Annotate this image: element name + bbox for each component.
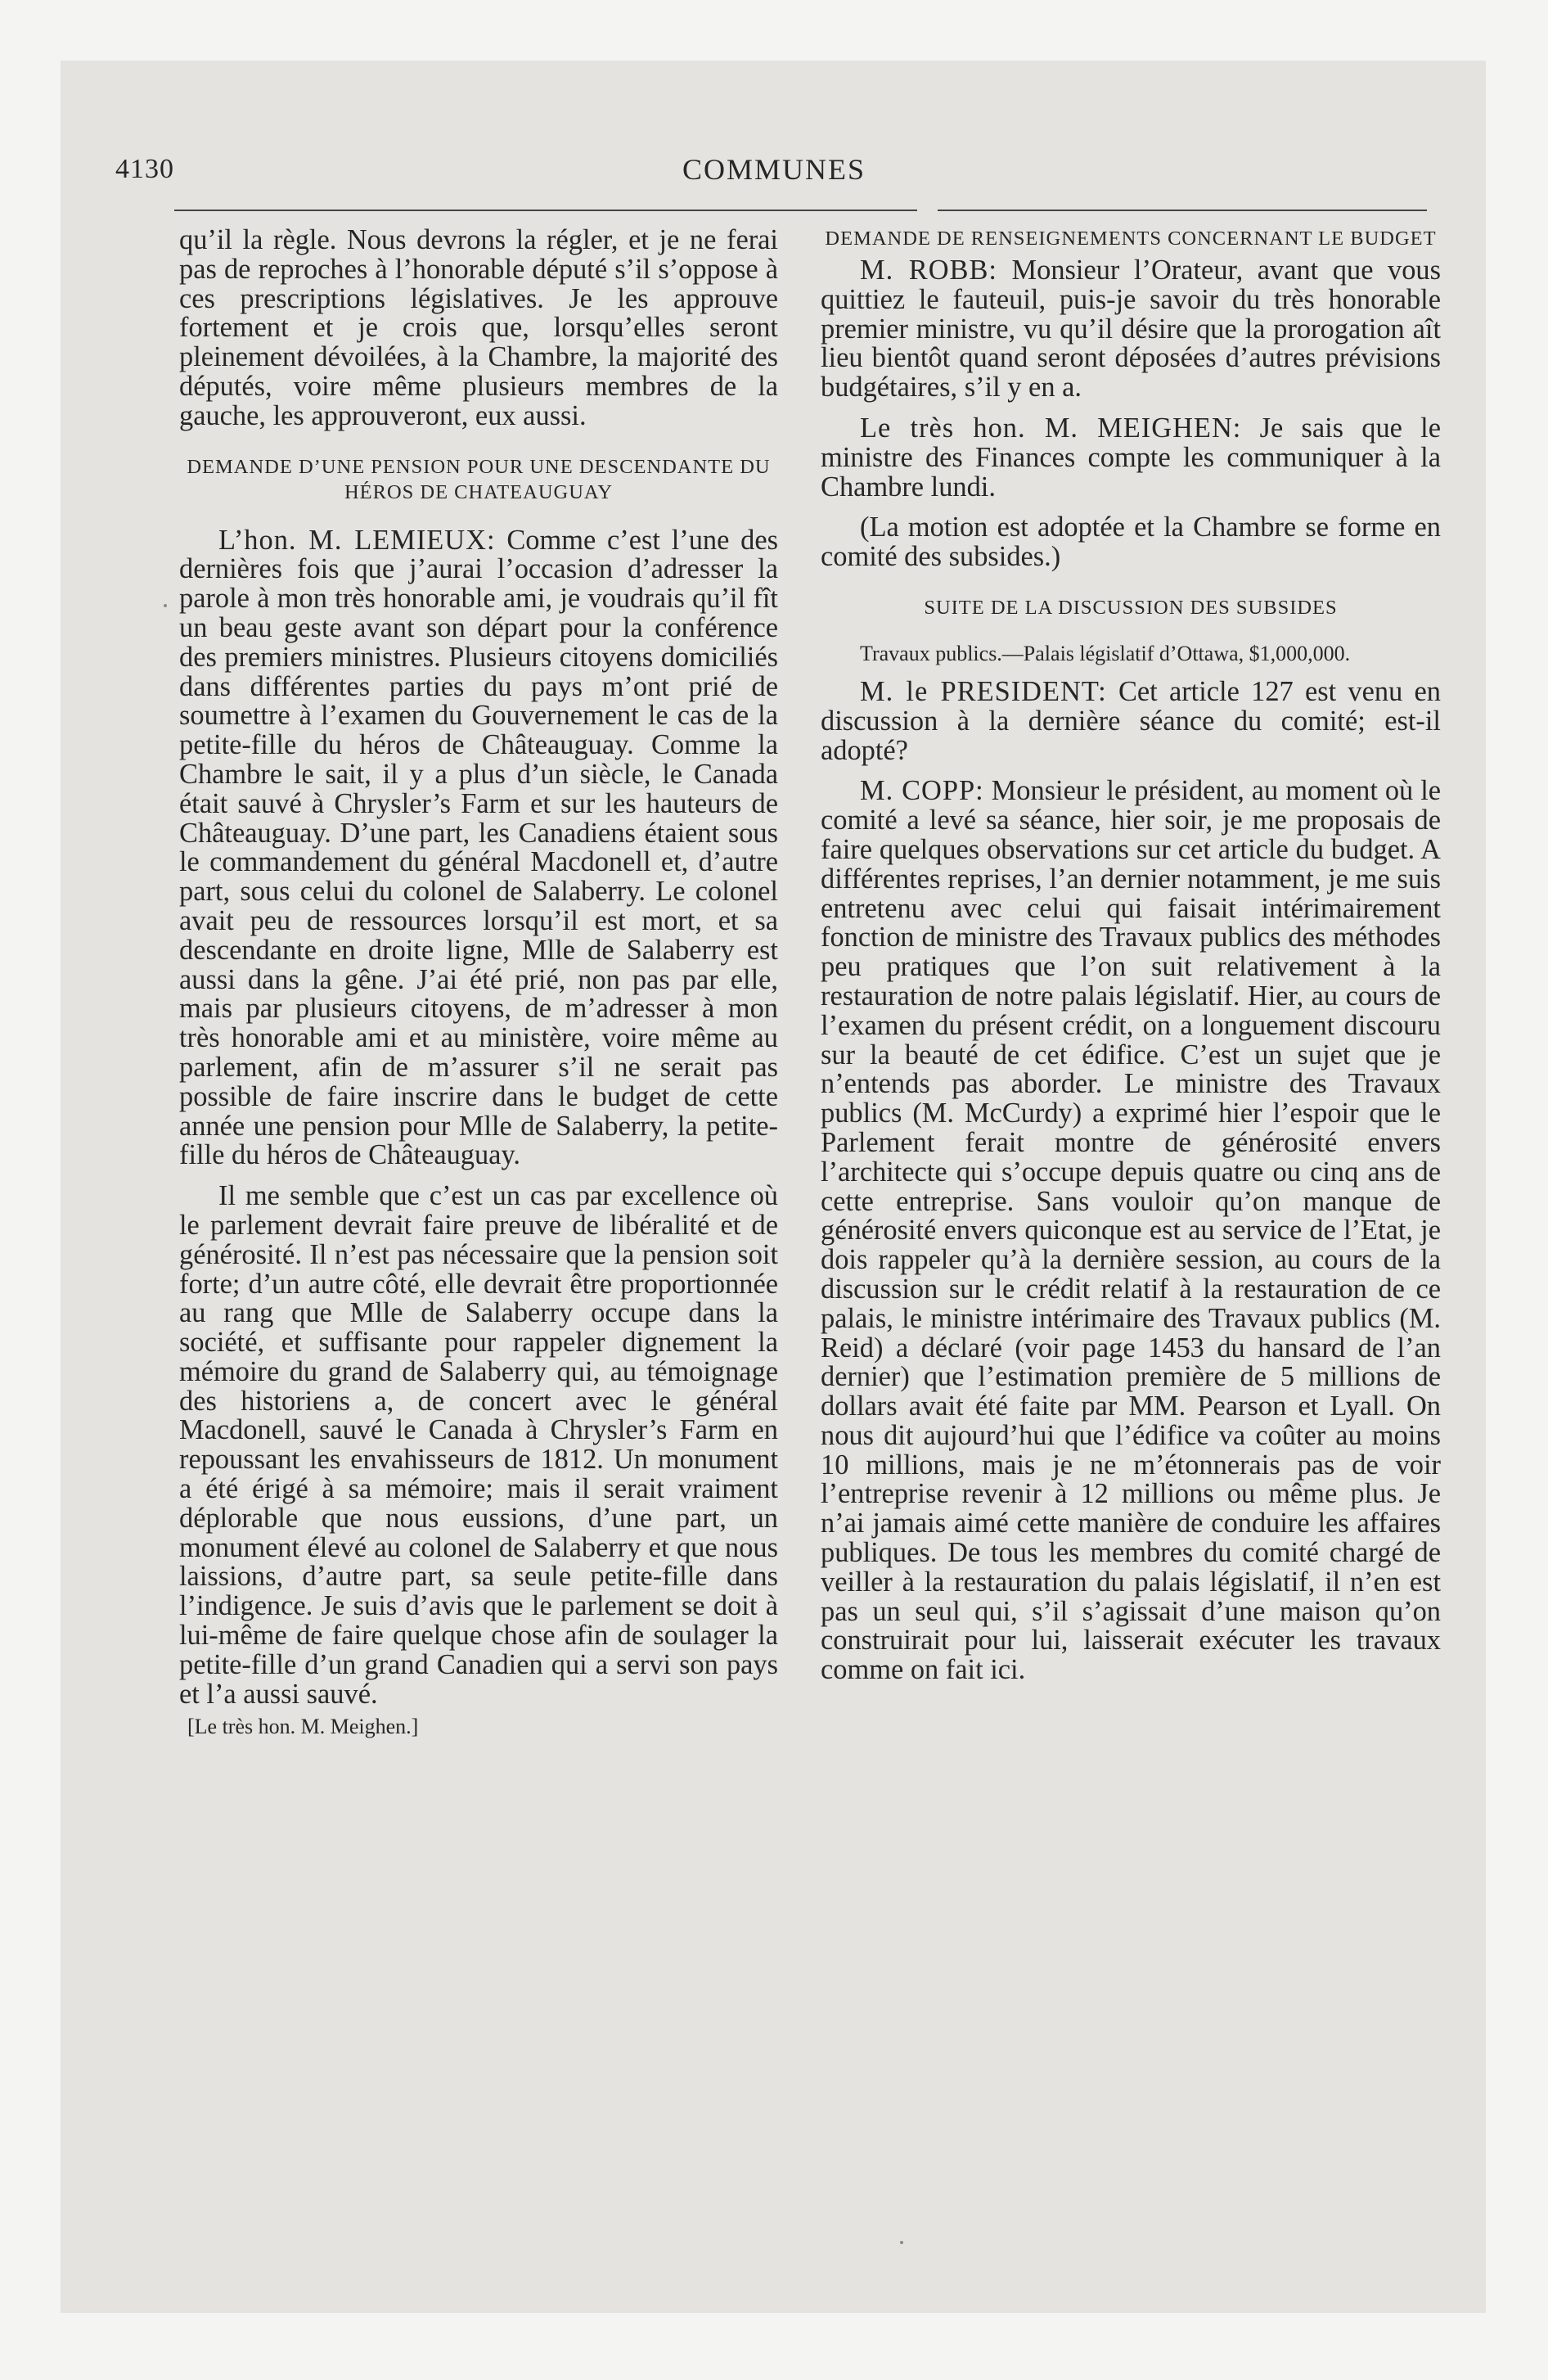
paragraph: (La motion est adoptée et la Chambre se forme en comité des subsides.)	[821, 512, 1441, 573]
section-title: DEMANDE D’UNE PENSION POUR UNE DESCENDANTE DU HÉROS DE CHATEAUGUAY	[187, 455, 771, 503]
page-header	[0, 97, 1548, 186]
paragraph: Il me semble que c’est un cas par excellence où le parlement devrait faire preuve de libéralité et de générosité. Il n’est pas nécessaire que la pension soit forte; d’un autre côté, elle devrait être proportionnée au rang que Mlle de Salaberry occupe dans la société, et suffisante pour rappeler dignement la mémoire du grand de Salaberry qui, au témoignage des historiens a, de concert avec le général Macdonell, sauvé le Canada à Chrysler’s Farm en repoussant les envahisseurs de 1812. Un monument a été érigé à sa mémoire; mais il serait vraiment déplorable que nous eussions, d’une part, un monument élevé au colonel de Salaberry et que nous laissions, d’autre part, sa seule petite-fille dans l’indigence. Je suis d’avis que le parlement se doit à lui-même de faire quelque chose afin de soulager la petite-fille d’un grand Canadien qui a servi son pays et l’a aussi sauvé.	[179, 1180, 778, 1710]
paragraph: qu’il la règle. Nous devrons la régler, et je ne ferai pas de reproches à l’honorable député s’il s’oppose à ces prescriptions législatives. Je les approuve fortement et je crois que, lorsqu’elles seront pleinement dévoilées, à la Chambre, la majorité des députés, voire même plusieurs membres de la gauche, les approuveront, eux aussi.	[179, 224, 778, 431]
paragraph	[179, 526, 778, 1171]
print-speck	[164, 604, 167, 607]
header-rule-right	[938, 210, 1427, 211]
budget-item: Travaux publics.—Palais législatif d’Ottawa, $1,000,000.	[860, 641, 1351, 665]
right-column	[821, 226, 1441, 1685]
print-speck	[900, 2241, 903, 2244]
speaker-name: M. le PRESIDENT:	[860, 675, 1107, 707]
footer-note: [Le très hon. M. Meighen.]	[187, 1715, 419, 1739]
section-title: SUITE DE LA DISCUSSION DES SUBSIDES	[924, 596, 1338, 619]
speech-text: Monsieur le président, au moment où le comité a levé sa séance, hier soir, je me proposais de faire quelques observations sur cet article du budget. A différentes reprises, l’an dernier notamment, je me suis entretenu avec celui qui faisait intérimairement fonction de ministre des Travaux publics des méthodes peu pratiques que l’on suit relativement à la restauration de notre palais législatif. Hier, au cours de l’examen du présent crédit, on a longuement discouru sur la beauté de cet édifice. C’est un sujet que je n’entends pas aborder. Le ministre des Travaux publics (M. McCurdy) a exprimé hier l’espoir que le Parlement ferait montre de générosité envers l’architecte qui s’occupe depuis quatre ou cinq ans de cette entreprise. Sans vouloir qu’on manque de générosité envers quiconque est au service de l’Etat, je dois rappeler qu’à la dernière session, au cours de la discussion sur le crédit relatif à la restauration de ce palais, le ministre intérimaire des Travaux publics (M. Reid) a déclaré (voir page 1453 du hansard de l’an dernier) que l’estimation première de 5 millions de dollars avait été faite par MM. Pearson et Lyall. On nous dit aujourd’hui que l’édifice va coûter au moins 10 millions, mais je ne m’étonnerais pas de voir l’entreprise revenir à 12 millions ou même plus. Je n’ai jamais aimé cette manière de conduire les affaires publiques. De tous les membres du comité chargé de veiller à la restauration du palais législatif, il n’en est pas un seul qui, s’il s’agissait d’une maison qu’on construirait pour lui, laisserait exécuter les travaux comme on fait ici.	[821, 775, 1442, 1686]
speech-text: Cet article 127 est venu en discussion à la dernière séance du comité; est-il adopté?	[821, 675, 1441, 766]
paragraph	[821, 675, 1441, 766]
paragraph	[821, 414, 1441, 502]
speech-text: Monsieur l’Orateur, avant que vous quittiez le fauteuil, puis-je savoir du très honorable premier ministre, vu qu’il désire que la prorogation aît lieu bientôt quand seront déposées d’autres prévisions budgétaires, s’il y en a.	[821, 255, 1442, 403]
speaker-name: L’hon. M. LEMIEUX:	[218, 524, 496, 556]
speaker-name: M. COPP:	[860, 775, 984, 807]
speech-text: Comme c’est l’une des dernières fois que j’aurai l’occasion d’adresser la parole à mon très honorable ami, je voudrais qu’il fît un beau geste avant son départ pour la conférence des premiers ministres. Plusieurs citoyens domiciliés dans différentes parties du pays m’ont prié de soumettre à l’examen du Gouvernement le cas de la petite-fille du héros de Châteauguay. Comme la Chambre le sait, il y a plus d’un siècle, le Canada était sauvé à Chrysler’s Farm et sur les hauteurs de Châteauguay. D’une part, les Canadiens étaient sous le commandement du général Macdonell et, d’autre part, sous celui du colonel de Salaberry. Le colonel avait peu de ressources lorsqu’il est mort, et sa descendante en droite ligne, Mlle de Salaberry est aussi dans la gêne. J’ai été prié, non pas par elle, mais par plusieurs citoyens, de m’adresser à mon très honorable ami et au ministère, voire même au parlement, afin de m’assurer s’il ne serait pas possible de faire inscrire dans le budget de cette année une pension pour Mlle de Salaberry, la petite-fille du héros de Châteauguay.	[179, 524, 779, 1171]
running-head: COMMUNES	[682, 153, 866, 186]
header-rule-left	[174, 210, 917, 211]
page-number: 4130	[115, 154, 174, 184]
speech-text: Je sais que le ministre des Finances compte les communiquer à la Chambre lundi.	[821, 412, 1441, 503]
paragraph	[821, 256, 1441, 403]
paragraph	[821, 777, 1441, 1685]
left-column	[179, 226, 778, 1740]
section-title: DEMANDE DE RENSEIGNEMENTS CONCERNANT LE BUDGET	[825, 228, 1437, 250]
speaker-name: Le très hon. M. MEIGHEN:	[860, 412, 1242, 444]
speaker-name: M. ROBB:	[860, 255, 997, 286]
